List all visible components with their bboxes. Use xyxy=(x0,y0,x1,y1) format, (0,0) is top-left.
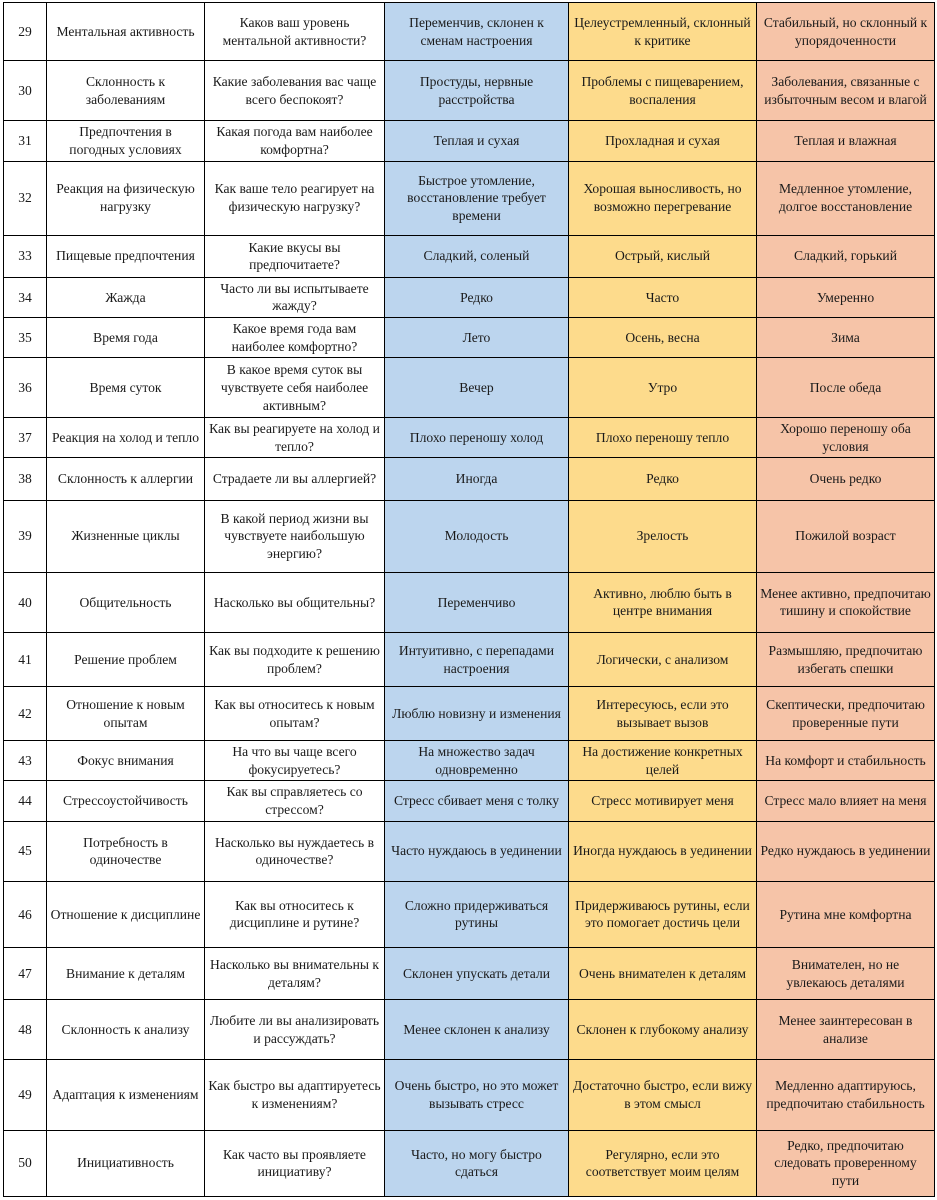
question-cell: Как вы справляетесь со стрессом? xyxy=(205,781,385,821)
kapha-answer-cell: Стресс мало влияет на меня xyxy=(757,781,935,821)
table-row xyxy=(4,121,935,161)
question-cell: Как быстро вы адаптируетесь к изменениям? xyxy=(205,1060,385,1130)
table-row xyxy=(4,277,935,317)
kapha-answer-cell: На комфорт и стабильность xyxy=(757,741,935,781)
pitta-answer-cell: Активно, люблю быть в центре внимания xyxy=(569,572,757,632)
question-cell: Как часто вы проявляете инициативу? xyxy=(205,1130,385,1196)
vata-answer-cell: Интуитивно, с перепадами настроения xyxy=(385,633,569,687)
row-number: 46 xyxy=(4,881,47,947)
kapha-answer-cell: Внимателен, но не увлекаюсь деталями xyxy=(757,948,935,1000)
row-number: 36 xyxy=(4,358,47,418)
question-cell: В какой период жизни вы чувствуете наибольшую энергию? xyxy=(205,500,385,572)
question-cell: В какое время суток вы чувствуете себя наиболее активным? xyxy=(205,358,385,418)
row-number: 44 xyxy=(4,781,47,821)
parameter-cell: Решение проблем xyxy=(47,633,205,687)
row-number: 50 xyxy=(4,1130,47,1196)
table-row xyxy=(4,3,935,61)
parameter-cell: Ментальная активность xyxy=(47,3,205,61)
vata-answer-cell: Менее склонен к анализу xyxy=(385,1000,569,1060)
pitta-answer-cell: Стресс мотивирует меня xyxy=(569,781,757,821)
table-row xyxy=(4,781,935,821)
question-cell: Как вы относитесь к новым опытам? xyxy=(205,687,385,741)
kapha-answer-cell: Менее активно, предпочитаю тишину и спокойствие xyxy=(757,572,935,632)
vata-answer-cell: Переменчиво xyxy=(385,572,569,632)
question-cell: Часто ли вы испытываете жажду? xyxy=(205,277,385,317)
pitta-answer-cell: Редко xyxy=(569,458,757,500)
question-cell: Насколько вы внимательны к деталям? xyxy=(205,948,385,1000)
kapha-answer-cell: Пожилой возраст xyxy=(757,500,935,572)
pitta-answer-cell: На достижение конкретных целей xyxy=(569,741,757,781)
pitta-answer-cell: Осень, весна xyxy=(569,318,757,358)
row-number: 42 xyxy=(4,687,47,741)
vata-answer-cell: Сложно придерживаться рутины xyxy=(385,881,569,947)
row-number: 35 xyxy=(4,318,47,358)
table-row xyxy=(4,881,935,947)
kapha-answer-cell: После обеда xyxy=(757,358,935,418)
parameter-cell: Адаптация к изменениям xyxy=(47,1060,205,1130)
parameter-cell: Жажда xyxy=(47,277,205,317)
vata-answer-cell: Теплая и сухая xyxy=(385,121,569,161)
pitta-answer-cell: Логически, с анализом xyxy=(569,633,757,687)
pitta-answer-cell: Проблемы с пищеварением, воспаления xyxy=(569,61,757,121)
pitta-answer-cell: Достаточно быстро, если вижу в этом смысл xyxy=(569,1060,757,1130)
kapha-answer-cell: Медленно адаптируюсь, предпочитаю стабильность xyxy=(757,1060,935,1130)
parameter-cell: Предпочтения в погодных условиях xyxy=(47,121,205,161)
parameter-cell: Фокус внимания xyxy=(47,741,205,781)
parameter-cell: Жизненные циклы xyxy=(47,500,205,572)
row-number: 32 xyxy=(4,161,47,235)
table-row xyxy=(4,572,935,632)
table-row xyxy=(4,161,935,235)
kapha-answer-cell: Менее заинтересован в анализе xyxy=(757,1000,935,1060)
vata-answer-cell: Плохо переношу холод xyxy=(385,418,569,458)
pitta-answer-cell: Плохо переношу тепло xyxy=(569,418,757,458)
row-number: 34 xyxy=(4,277,47,317)
parameter-cell: Склонность к анализу xyxy=(47,1000,205,1060)
question-cell: Какая погода вам наиболее комфортна? xyxy=(205,121,385,161)
pitta-answer-cell: Иногда нуждаюсь в уединении xyxy=(569,821,757,881)
pitta-answer-cell: Интересуюсь, если это вызывает вызов xyxy=(569,687,757,741)
kapha-answer-cell: Очень редко xyxy=(757,458,935,500)
question-cell: Любите ли вы анализировать и рассуждать? xyxy=(205,1000,385,1060)
table-row xyxy=(4,948,935,1000)
parameter-cell: Потребность в одиночестве xyxy=(47,821,205,881)
kapha-answer-cell: Теплая и влажная xyxy=(757,121,935,161)
pitta-answer-cell: Склонен к глубокому анализу xyxy=(569,1000,757,1060)
row-number: 47 xyxy=(4,948,47,1000)
pitta-answer-cell: Прохладная и сухая xyxy=(569,121,757,161)
kapha-answer-cell: Умеренно xyxy=(757,277,935,317)
row-number: 40 xyxy=(4,572,47,632)
parameter-cell: Реакция на физическую нагрузку xyxy=(47,161,205,235)
vata-answer-cell: Простуды, нервные расстройства xyxy=(385,61,569,121)
vata-answer-cell: Иногда xyxy=(385,458,569,500)
row-number: 29 xyxy=(4,3,47,61)
vata-answer-cell: Склонен упускать детали xyxy=(385,948,569,1000)
vata-answer-cell: Люблю новизну и изменения xyxy=(385,687,569,741)
question-cell: Насколько вы нуждаетесь в одиночестве? xyxy=(205,821,385,881)
kapha-answer-cell: Зима xyxy=(757,318,935,358)
table-row xyxy=(4,500,935,572)
table-row xyxy=(4,821,935,881)
row-number: 48 xyxy=(4,1000,47,1060)
kapha-answer-cell: Заболевания, связанные с избыточным весом и влагой xyxy=(757,61,935,121)
vata-answer-cell: Вечер xyxy=(385,358,569,418)
table-row xyxy=(4,235,935,277)
table-row xyxy=(4,1130,935,1196)
question-cell: Насколько вы общительны? xyxy=(205,572,385,632)
table-row xyxy=(4,458,935,500)
table-row xyxy=(4,1060,935,1130)
kapha-answer-cell: Медленное утомление, долгое восстановление xyxy=(757,161,935,235)
question-cell: Страдаете ли вы аллергией? xyxy=(205,458,385,500)
question-cell: Как вы подходите к решению проблем? xyxy=(205,633,385,687)
row-number: 33 xyxy=(4,235,47,277)
table-row xyxy=(4,318,935,358)
question-cell: Какие вкусы вы предпочитаете? xyxy=(205,235,385,277)
pitta-answer-cell: Очень внимателен к деталям xyxy=(569,948,757,1000)
row-number: 45 xyxy=(4,821,47,881)
parameter-cell: Внимание к деталям xyxy=(47,948,205,1000)
row-number: 49 xyxy=(4,1060,47,1130)
table-row xyxy=(4,1000,935,1060)
parameter-cell: Время года xyxy=(47,318,205,358)
vata-answer-cell: Часто нуждаюсь в уединении xyxy=(385,821,569,881)
row-number: 30 xyxy=(4,61,47,121)
parameter-cell: Время суток xyxy=(47,358,205,418)
question-cell: Как ваше тело реагирует на физическую нагрузку? xyxy=(205,161,385,235)
vata-answer-cell: Молодость xyxy=(385,500,569,572)
row-number: 38 xyxy=(4,458,47,500)
vata-answer-cell: Сладкий, соленый xyxy=(385,235,569,277)
parameter-cell: Реакция на холод и тепло xyxy=(47,418,205,458)
kapha-answer-cell: Редко, предпочитаю следовать проверенному пути xyxy=(757,1130,935,1196)
pitta-answer-cell: Острый, кислый xyxy=(569,235,757,277)
question-cell: Какие заболевания вас чаще всего беспокоят? xyxy=(205,61,385,121)
question-cell: Как вы реагируете на холод и тепло? xyxy=(205,418,385,458)
pitta-answer-cell: Утро xyxy=(569,358,757,418)
parameter-cell: Склонность к заболеваниям xyxy=(47,61,205,121)
table-row xyxy=(4,741,935,781)
parameter-cell: Инициативность xyxy=(47,1130,205,1196)
vata-answer-cell: Часто, но могу быстро сдаться xyxy=(385,1130,569,1196)
parameter-cell: Отношение к новым опытам xyxy=(47,687,205,741)
row-number: 39 xyxy=(4,500,47,572)
vata-answer-cell: На множество задач одновременно xyxy=(385,741,569,781)
parameter-cell: Пищевые предпочтения xyxy=(47,235,205,277)
kapha-answer-cell: Редко нуждаюсь в уединении xyxy=(757,821,935,881)
vata-answer-cell: Лето xyxy=(385,318,569,358)
vata-answer-cell: Редко xyxy=(385,277,569,317)
kapha-answer-cell: Скептически, предпочитаю проверенные пути xyxy=(757,687,935,741)
table-row xyxy=(4,61,935,121)
question-cell: Как вы относитесь к дисциплине и рутине? xyxy=(205,881,385,947)
pitta-answer-cell: Регулярно, если это соответствует моим целям xyxy=(569,1130,757,1196)
vata-answer-cell: Стресс сбивает меня с толку xyxy=(385,781,569,821)
row-number: 43 xyxy=(4,741,47,781)
table-row xyxy=(4,687,935,741)
parameter-cell: Стрессоустойчивость xyxy=(47,781,205,821)
parameter-cell: Общительность xyxy=(47,572,205,632)
kapha-answer-cell: Рутина мне комфортна xyxy=(757,881,935,947)
kapha-answer-cell: Сладкий, горький xyxy=(757,235,935,277)
dosha-questionnaire-table xyxy=(3,2,935,1197)
row-number: 31 xyxy=(4,121,47,161)
pitta-answer-cell: Хорошая выносливость, но возможно перегревание xyxy=(569,161,757,235)
table-row xyxy=(4,358,935,418)
vata-answer-cell: Очень быстро, но это может вызывать стресс xyxy=(385,1060,569,1130)
question-cell: Каков ваш уровень ментальной активности? xyxy=(205,3,385,61)
pitta-answer-cell: Целеустремленный, склонный к критике xyxy=(569,3,757,61)
parameter-cell: Склонность к аллергии xyxy=(47,458,205,500)
pitta-answer-cell: Часто xyxy=(569,277,757,317)
vata-answer-cell: Переменчив, склонен к сменам настроения xyxy=(385,3,569,61)
table-row xyxy=(4,633,935,687)
kapha-answer-cell: Хорошо переношу оба условия xyxy=(757,418,935,458)
row-number: 41 xyxy=(4,633,47,687)
parameter-cell: Отношение к дисциплине xyxy=(47,881,205,947)
table-body xyxy=(4,3,935,1197)
kapha-answer-cell: Размышляю, предпочитаю избегать спешки xyxy=(757,633,935,687)
vata-answer-cell: Быстрое утомление, восстановление требует времени xyxy=(385,161,569,235)
pitta-answer-cell: Зрелость xyxy=(569,500,757,572)
row-number: 37 xyxy=(4,418,47,458)
kapha-answer-cell: Стабильный, но склонный к упорядоченности xyxy=(757,3,935,61)
question-cell: На что вы чаще всего фокусируетесь? xyxy=(205,741,385,781)
question-cell: Какое время года вам наиболее комфортно? xyxy=(205,318,385,358)
table-row xyxy=(4,418,935,458)
pitta-answer-cell: Придерживаюсь рутины, если это помогает достичь цели xyxy=(569,881,757,947)
